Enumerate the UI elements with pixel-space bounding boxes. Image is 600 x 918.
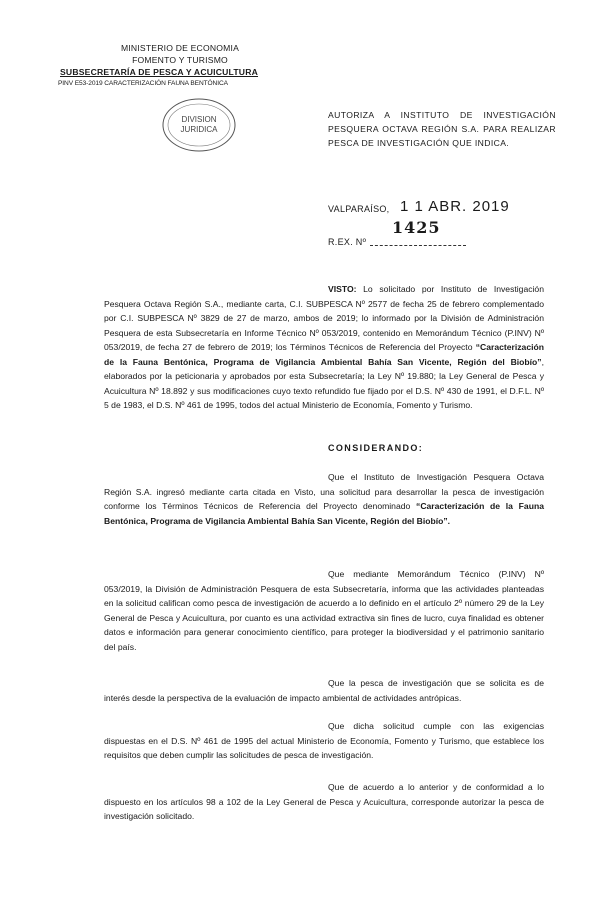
- letterhead: [60, 42, 300, 90]
- considerando-paragraph-2: Que mediante Memorándum Técnico (P.INV) Nº 053/2019, la División de Administración Pesquera de esta Subsecretaría, informa que las actividades planteadas en la solicitud califican como pesca de investigación de acuerdo a lo definido en el artículo 2º número 29 de la Ley General de Pesca y Acuicultura, por cuanto es una actividad extractiva sin fines de lucro, cuya finalidad es obtener datos e información para generar conocimiento científico, para proteger la biodiversidad y el patrimonio sanitario del país.: [104, 569, 544, 652]
- division-juridica-stamp: [161, 97, 237, 153]
- visto-project-name: “Caracterización de la Fauna Bentónica, Programa de Vigilancia Ambiental Bahía San Vicente, Región del Biobío”: [104, 342, 544, 367]
- resolution-date: 1 1 ABR. 2019: [400, 198, 510, 215]
- resolution-number: 1425: [392, 218, 441, 237]
- ministry-line-1: MINISTERIO DE ECONOMIA: [120, 43, 240, 53]
- rex-underline: [370, 245, 466, 246]
- rex-label: R.EX. Nº: [328, 237, 367, 247]
- considerando-paragraph-5: Que de acuerdo a lo anterior y de conformidad a lo dispuesto en los artículos 98 a 102 de la Ley General de Pesca y Acuicultura, corresponde autorizar la pesca de investigación solicitado.: [104, 782, 544, 821]
- considerando-paragraph-3: Que la pesca de investigación que se solicita es de interés desde la perspectiva de la evaluación de impacto ambiental de actividades antrópicas.: [104, 678, 544, 703]
- subsecretaria-line: SUBSECRETARÍA DE PESCA Y ACUICULTURA: [60, 67, 259, 77]
- ministry-line-2: FOMENTO Y TURISMO: [132, 55, 228, 65]
- stamp-line-1: DIVISION: [181, 115, 217, 124]
- visto-text-2: , elaborados por la peticionaria y aprobados por esta Subsecretaría; la Ley Nº 19.880; la Ley General de Pesca y Acuicultura Nº 18.892 y sus modificaciones cuyo texto refundido fue fijado por el D.S. Nº 430 de 1991, el D.F.L. Nº 5 de 1983, el D.S. Nº 461 de 1995, todos del actual Ministerio de Economía, Fomento y Turismo.: [104, 356, 544, 410]
- visto-label: VISTO:: [328, 284, 357, 294]
- considerando-p1-text: Que el Instituto de Investigación Pesquera Octava Región S.A. ingresó mediante carta citada en Visto, una solicitud para desarrollar la pesca de investigación conforme los Términos Técnicos de Referencia del Proyecto denominado: [104, 472, 544, 511]
- considerando-paragraph-4: Que dicha solicitud cumple con las exigencias dispuestas en el D.S. Nº 461 de 1995 del actual Ministerio de Economía, Fomento y Turismo, que establece los requisitos que deben cumplir las solicitudes de pesca de investigación.: [104, 721, 544, 760]
- visto-text-1: Lo solicitado por Instituto de Investigación Pesquera Octava Región S.A., mediante carta, C.I. SUBPESCA Nº 2577 de fecha 25 de febrero complementado por C.I. SUBPESCA Nº 3829 de 27 de marzo, ambos de 2019; lo informado por la División de Administración Pesquera de esta Subsecretaría en Informe Técnico Nº 053/2019, contenido en Memorándum Técnico (P.INV) Nº 053/2019, de fecha 27 de febrero de 2019; los Términos Técnicos de Referencia del Proyecto: [104, 284, 544, 352]
- place-label: VALPARAÍSO,: [328, 204, 390, 214]
- stamp-line-2: JURIDICA: [180, 125, 218, 134]
- considerando-p1-project: “Caracterización de la Fauna Bentónica, Programa de Vigilancia Ambiental Bahía San Vicente, Región del Biobío”.: [104, 501, 544, 526]
- considerando-heading: CONSIDERANDO:: [328, 443, 424, 453]
- visto-paragraph: [104, 282, 544, 413]
- resolution-title: AUTORIZA A INSTITUTO DE INVESTIGACIÓN PESQUERA OCTAVA REGIÓN S.A. PARA REALIZAR PESCA DE INVESTIGACIÓN QUE INDICA.: [328, 110, 556, 148]
- considerando-paragraph-1: [104, 470, 544, 528]
- document-reference: PINV E53-2019 CARACTERIZACIÓN FAUNA BENTÓNICA: [58, 80, 228, 87]
